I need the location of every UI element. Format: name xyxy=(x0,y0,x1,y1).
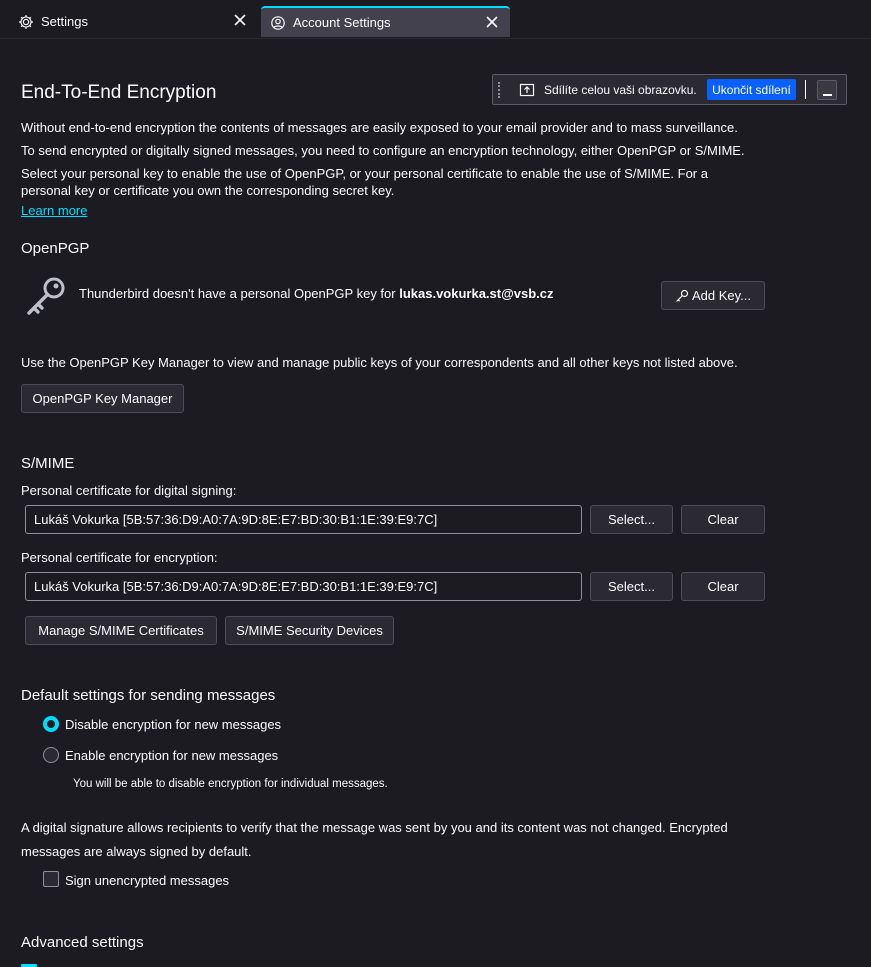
manage-smime-certificates-button[interactable]: Manage S/MIME Certificates xyxy=(25,616,217,645)
tab-account-settings-label: Account Settings xyxy=(293,15,391,30)
account-icon xyxy=(270,15,286,31)
intro-text-3b: personal key or certificate you own the corresponding secret key. xyxy=(21,183,395,198)
disable-encryption-radio[interactable] xyxy=(43,716,59,732)
share-screen-icon xyxy=(519,82,535,98)
learn-more-link[interactable]: Learn more xyxy=(21,203,88,218)
clear-signing-cert-button[interactable]: Clear xyxy=(681,505,765,534)
close-icon[interactable] xyxy=(484,14,500,30)
account-email: lukas.vokurka.st@vsb.cz xyxy=(399,286,554,301)
select-signing-cert-button[interactable]: Select... xyxy=(590,505,673,534)
disable-encryption-label[interactable]: Disable encryption for new messages xyxy=(65,717,282,732)
minimize-button[interactable] xyxy=(817,80,837,100)
intro-text-2: To send encrypted or digitally signed messages, you need to configure an encryption technology, either OpenPGP or S/MIME. xyxy=(21,143,745,158)
tab-settings-label: Settings xyxy=(41,14,88,29)
signing-cert-label: Personal certificate for digital signing: xyxy=(21,483,237,498)
advanced-settings-heading: Advanced settings xyxy=(21,934,144,951)
add-key-label: Add Key... xyxy=(691,288,751,303)
key-manager-description: Use the OpenPGP Key Manager to view and manage public keys of your correspondents and all other keys not listed above. xyxy=(21,355,738,370)
add-key-button[interactable] xyxy=(661,281,765,310)
signature-description-2: messages are always signed by default. xyxy=(21,844,252,859)
intro-text-1: Without end-to-end encryption the contents of messages are easily exposed to your email provider and to mass surveillance. xyxy=(21,120,738,135)
stop-sharing-button[interactable]: Ukončit sdílení xyxy=(707,79,796,100)
signature-description-1: A digital signature allows recipients to verify that the message was sent by you and its content was not changed. Encrypted xyxy=(21,820,728,835)
smime-security-devices-button[interactable]: S/MIME Security Devices xyxy=(225,616,394,645)
encryption-cert-label: Personal certificate for encryption: xyxy=(21,550,218,565)
intro-text-3a: Select your personal key to enable the use of OpenPGP, or your personal certificate to enable the use of S/MIME. For a xyxy=(21,166,708,181)
default-settings-heading: Default settings for sending messages xyxy=(21,687,276,704)
enable-encryption-hint: You will be able to disable encryption for individual messages. xyxy=(73,778,388,790)
account-settings-content xyxy=(0,38,871,967)
page-title: End-To-End Encryption xyxy=(21,82,217,103)
smime-heading: S/MIME xyxy=(21,455,75,472)
signing-cert-field[interactable]: Lukáš Vokurka [5B:57:36:D9:A0:7A:9D:8E:E7:BD:30:B1:1E:39:E9:7C] xyxy=(25,505,582,534)
clear-encryption-cert-button[interactable]: Clear xyxy=(681,572,765,601)
screen-sharing-bar xyxy=(492,74,847,105)
tab-bar xyxy=(0,0,871,39)
close-icon[interactable] xyxy=(232,12,248,28)
sign-unencrypted-checkbox[interactable] xyxy=(43,871,59,887)
openpgp-heading: OpenPGP xyxy=(21,240,90,257)
add-key-icon xyxy=(675,289,689,303)
tab-account-settings[interactable] xyxy=(261,6,510,37)
sign-unencrypted-label[interactable]: Sign unencrypted messages xyxy=(65,873,230,888)
divider xyxy=(805,80,806,99)
tab-settings[interactable] xyxy=(0,6,258,37)
openpgp-key-manager-button[interactable]: OpenPGP Key Manager xyxy=(21,384,184,413)
sharing-message: Sdílíte celou vaši obrazovku. xyxy=(544,83,697,97)
enable-encryption-radio[interactable] xyxy=(43,747,59,763)
openpgp-no-key-message xyxy=(79,286,554,301)
no-key-text: Thunderbird doesn't have a personal OpenPGP key for xyxy=(79,286,400,301)
select-encryption-cert-button[interactable]: Select... xyxy=(590,572,673,601)
key-icon xyxy=(24,275,68,317)
gear-icon xyxy=(18,14,34,30)
drag-handle[interactable] xyxy=(498,82,502,98)
enable-encryption-label[interactable]: Enable encryption for new messages xyxy=(65,748,279,763)
encryption-cert-field[interactable]: Lukáš Vokurka [5B:57:36:D9:A0:7A:9D:8E:E7:BD:30:B1:1E:39:E9:7C] xyxy=(25,572,582,601)
